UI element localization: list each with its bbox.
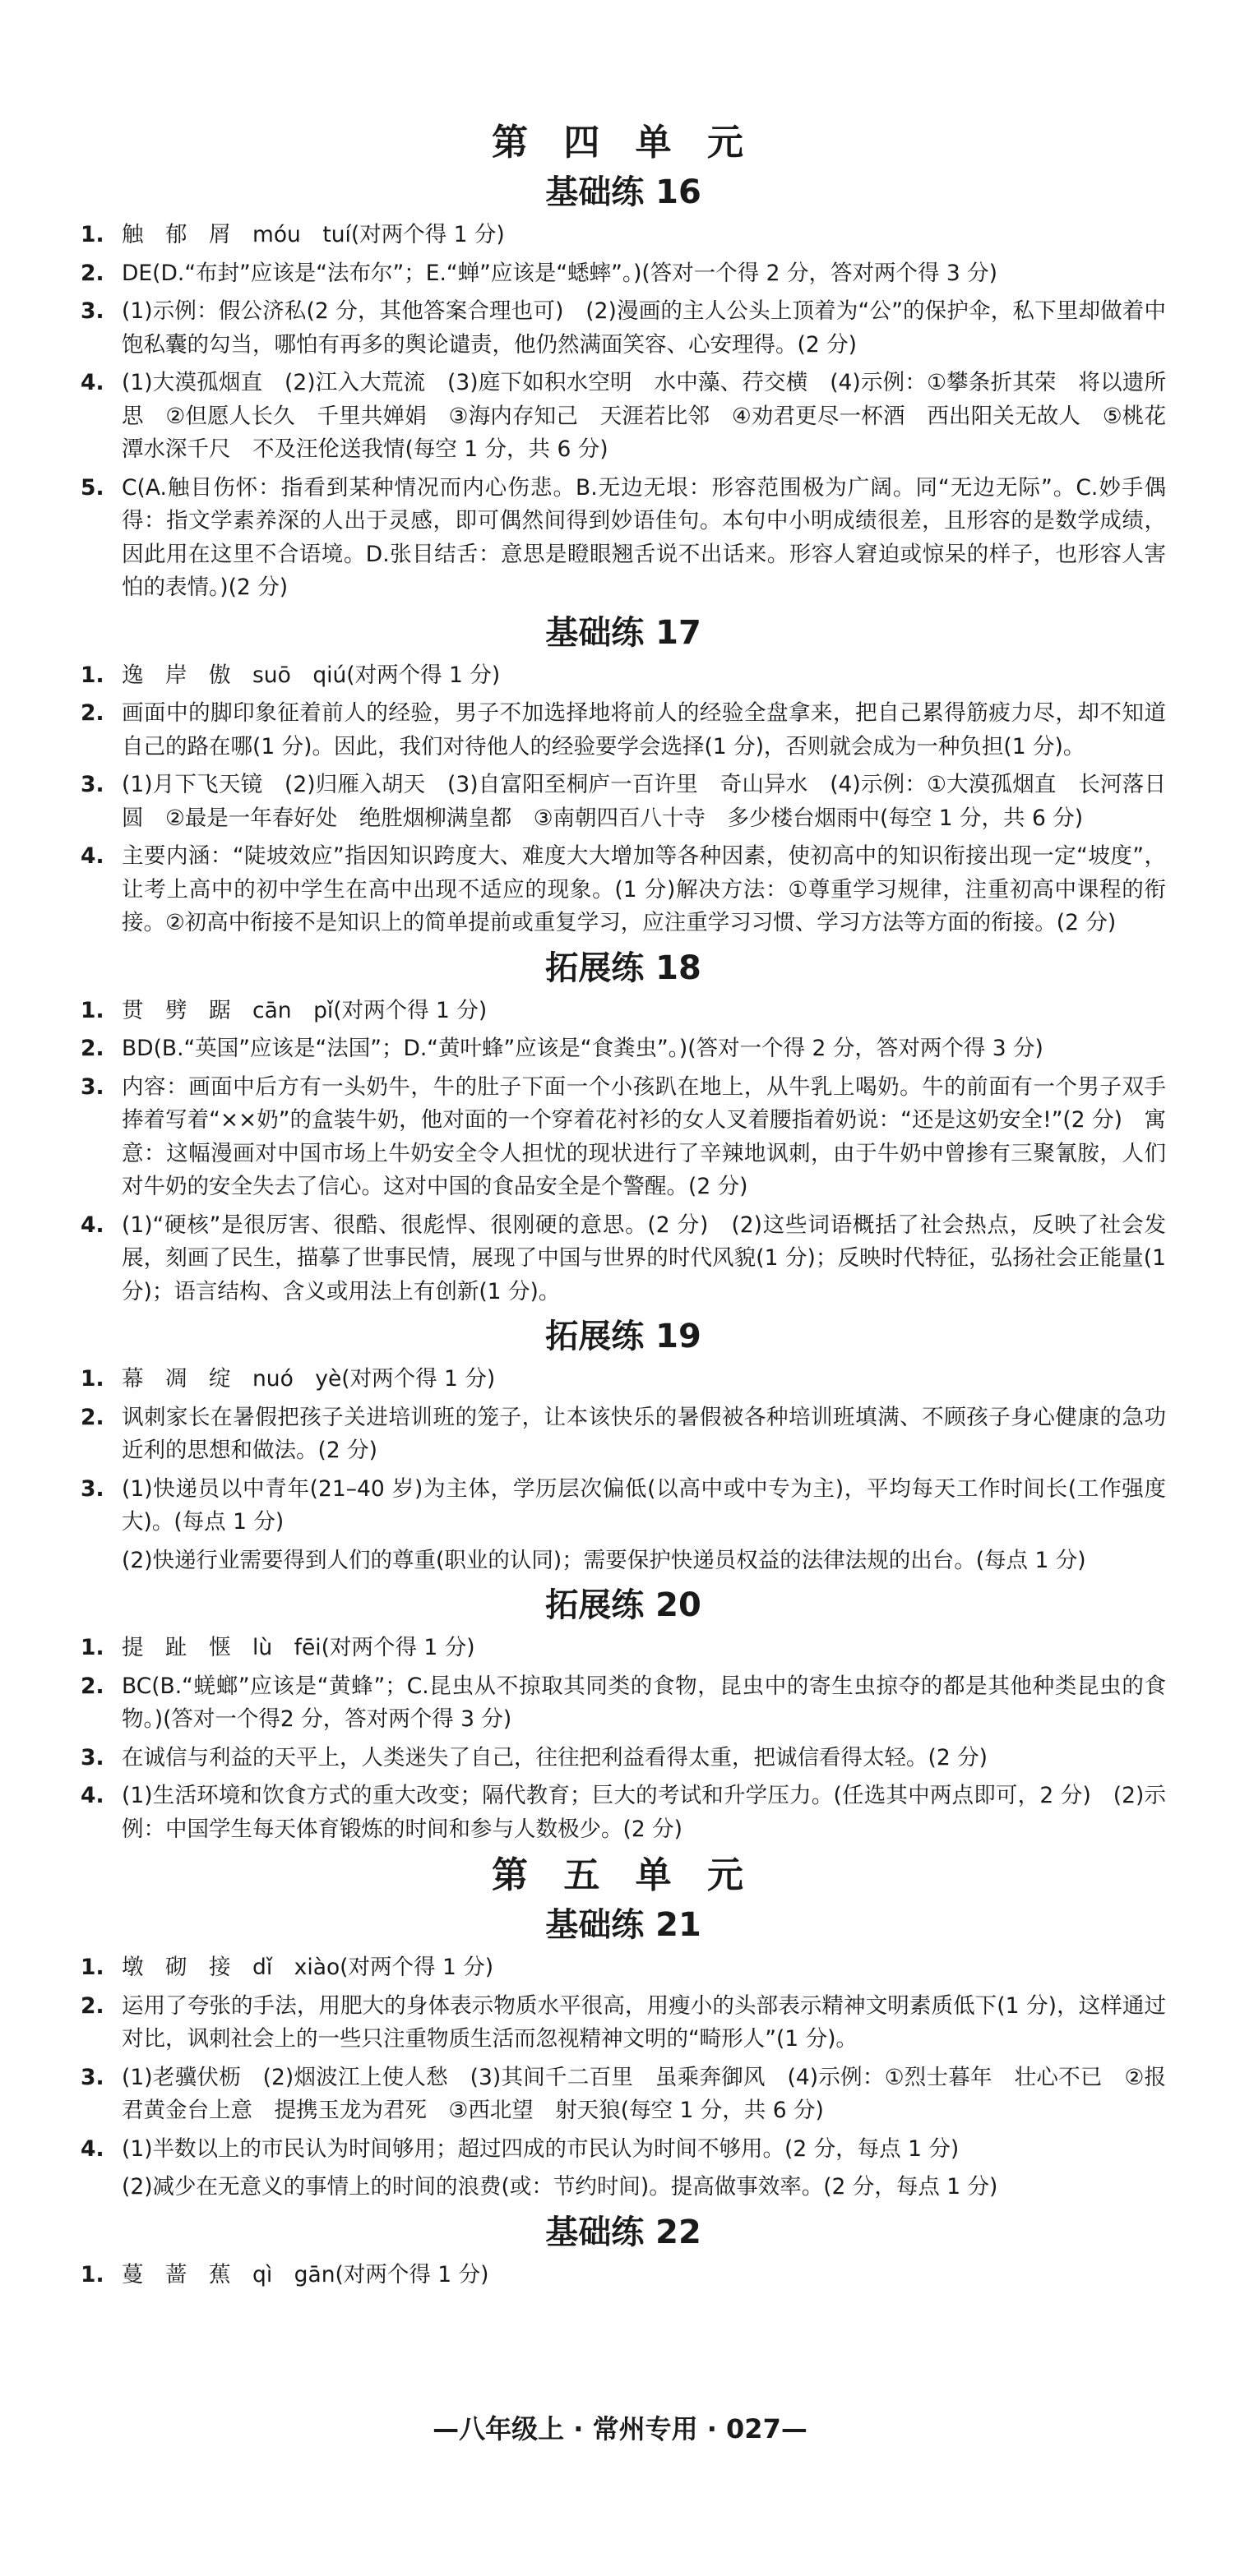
item-number: 1. [81,2261,104,2287]
item-text: (1)老骥伏枥 (2)烟波江上使人愁 (3)其间千二百里 虽乘奔御风 (4)示例：①烈士暮年 壮心不已 ②报君黄金台上意 提携玉龙为君死 ③西北望 射天狼(每空 1 分，共 6 分) [122,2064,1166,2123]
section-title: 基础练 16 [545,173,701,211]
answer-item [81,1632,1166,1665]
item-text: DE(D.“布封”应该是“法布尔”；E.“蝉”应该是“蟋蟀”。)(答对一个得 2 分，答对两个得 3 分) [122,260,997,286]
answer-item [81,1670,1166,1737]
unit-title: 第 四 单 元 [492,122,755,164]
item-number: 4. [81,1783,104,1808]
item-text: 主要内涵：“陡坡效应”指因知识跨度大、难度大大增加等各种因素，使初高中的知识衔接出现一定“坡度”，让考上高中的初中学生在高中出现不适应的现象。(1 分)解决方法：①尊重学习规律，注重初高中课程的衔接。②初高中衔接不是知识上的简单提前或重复学习，应注重学习习惯、学习方法等方面的衔接。(2 分) [122,843,1166,935]
answer-item [81,1071,1166,1204]
section-title: 基础练 21 [545,1906,701,1944]
answer-item [81,1473,1166,1540]
item-number: 2. [81,1992,104,2019]
item-text: 触 郁 屑 móu tuí(对两个得 1 分) [122,222,505,247]
item-number: 5. [81,474,104,501]
item-text: 墩 砌 接 dǐ xiào(对两个得 1 分) [122,1955,494,1980]
item-number: 3. [81,298,104,324]
answer-item [81,1544,1166,1578]
answer-item [81,1032,1166,1066]
answer-item [81,367,1166,467]
item-number: 1. [81,997,104,1023]
answer-item [81,1363,1166,1396]
answer-item [81,1780,1166,1846]
item-text: (1)月下飞天镜 (2)归雁入胡天 (3)自富阳至桐庐一百许里 奇山异水 (4)示例：①大漠孤烟直 长河落日圆 ②最是一年春好处 绝胜烟柳满皇都 ③南朝四百八十寺 多少楼台烟雨中(每空 1 分，共 6 分) [122,772,1166,831]
item-number: 4. [81,370,104,395]
item-number: 1. [81,662,104,688]
item-number: 2. [81,260,104,286]
item-text: (1)示例：假公济私(2 分，其他答案合理也可) (2)漫画的主人公头上顶着为“公”的保护伞，私下里却做着中饱私囊的勾当，哪怕有再多的舆论谴责，他仍然满面笑容、心安理得。(2 分) [122,298,1166,358]
answer-item [81,2259,1166,2292]
item-text: C(A.触目伤怀：指看到某种情况而内心伤悲。B.无边无垠：形容范围极为广阔。同“无边无际”。C.妙手偶得：指文学素养深的人出于灵感，即可偶然间得到妙语佳句。本句中小明成绩很差，且形容的是数学成绩，因此用在这里不合语境。D.张目结舌：意思是瞪眼翘舌说不出话来。形容人窘迫或惊呆的样子，也形容人害怕的表情。)(2 分) [122,474,1166,600]
page-footer: —八年级上 · 常州专用 · 027— [433,2413,807,2444]
item-number: 3. [81,1744,104,1770]
answer-item [81,295,1166,362]
item-text: (1)半数以上的市民认为时间够用；超过四成的市民认为时间不够用。(2 分，每点 1 分) [122,2135,960,2162]
unit-title: 第 五 单 元 [492,1854,755,1896]
item-text: 运用了夸张的手法，用肥大的身体表示物质水平很高，用瘦小的头部表示精神文明素质低下(1 分)，这样通过对比，讽刺社会上的一些只注重物质生活而忽视精神文明的“畸形人”(1 分)。 [122,1992,1166,2052]
item-number: 1. [81,1366,104,1392]
item-text: 提 趾 惬 lù fēi(对两个得 1 分) [122,1635,475,1660]
item-number: 3. [81,2064,104,2090]
answer-item [81,2171,1166,2204]
answer-item [81,472,1166,605]
item-text: (1)大漠孤烟直 (2)江入大荒流 (3)庭下如积水空明 水中藻、荇交横 (4)示例：①攀条折其荣 将以遗所思 ②但愿人长久 千里共婵娟 ③海内存知己 天涯若比邻 ④劝君更尽一杯酒 西出阳关无故人 ⑤桃花潭水深千尺 不及汪伦送我情(每空 1 分，共 6 分) [122,370,1166,462]
answer-item [81,840,1166,940]
answer-item [81,1951,1166,1985]
answer-item [81,2061,1166,2128]
section-title: 拓展练 18 [545,949,701,987]
item-text: 逸 岸 傲 suō qiú(对两个得 1 分) [122,662,501,688]
item-number: 3. [81,1475,104,1502]
item-number: 1. [81,1635,104,1660]
item-text: (2)减少在无意义的事情上的时间的浪费(或：节约时间)。提高做事效率。(2 分，每点 1 分) [122,2174,998,2200]
item-text: 讽刺家长在暑假把孩子关进培训班的笼子，让本该快乐的暑假被各种培训班填满、不顾孩子身心健康的急功近利的思想和做法。(2 分) [122,1404,1166,1463]
item-text: 蔓 蔷 蕉 qì gān(对两个得 1 分) [122,2261,489,2287]
item-number: 2. [81,1673,104,1699]
item-text: (1)快递员以中青年(21–40 岁)为主体，学历层次偏低(以高中或中专为主)，平均每天工作时间长(工作强度大)。(每点 1 分) [122,1475,1166,1535]
answer-item [81,697,1166,764]
item-text: (1)生活环境和饮食方式的重大改变；隔代教育；巨大的考试和升学压力。(任选其中两点即可，2 分) (2)示例：中国学生每天体育锻炼的时间和参与人数极少。(2 分) [122,1783,1166,1842]
item-number: 1. [81,1955,104,1980]
answer-item [81,257,1166,291]
answer-item [81,219,1166,252]
section-title: 拓展练 19 [545,1318,701,1355]
answer-item [81,995,1166,1028]
item-text: BC(B.“蜣螂”应该是“黄蜂”；C.昆虫从不掠取其同类的食物，昆虫中的寄生虫掠夺的都是其他种类昆虫的食物。)(答对一个得2 分，答对两个得 3 分) [122,1673,1166,1732]
answer-item [81,659,1166,693]
answer-item [81,769,1166,835]
item-number: 2. [81,1404,104,1430]
answer-item [81,1990,1166,2057]
item-number: 4. [81,1212,104,1238]
section-title: 基础练 22 [545,2213,701,2251]
item-text: 在诚信与利益的天平上，人类迷失了自己，往往把利益看得太重，把诚信看得太轻。(2 分) [122,1744,988,1770]
answer-content [81,115,1166,2297]
item-number: 4. [81,2135,104,2162]
answer-item [81,1401,1166,1468]
item-text: (2)快递行业需要得到人们的尊重(职业的认同)；需要保护快递员权益的法律法规的出台。(每点 1 分) [122,1547,1086,1573]
item-number: 2. [81,1036,104,1061]
answer-item [81,1742,1166,1775]
item-number: 3. [81,772,104,797]
item-text: BD(B.“英国”应该是“法国”；D.“黄叶蜂”应该是“食粪虫”。)(答对一个得 2 分，答对两个得 3 分) [122,1036,1043,1061]
answer-item [81,2133,1166,2167]
item-number: 2. [81,700,104,726]
item-number: 1. [81,222,104,247]
section-title: 基础练 17 [545,613,701,652]
item-number: 4. [81,843,104,869]
item-text: 幕 凋 绽 nuó yè(对两个得 1 分) [122,1366,496,1392]
item-text: 画面中的脚印象征着前人的经验，男子不加选择地将前人的经验全盘拿来，把自己累得筋疲力尽，却不知道自己的路在哪(1 分)。因此，我们对待他人的经验要学会选择(1 分)，否则就会成为一种负担(1 分)。 [122,700,1166,759]
section-title: 拓展练 20 [545,1586,701,1624]
item-text: 贯 劈 踞 cān pǐ(对两个得 1 分) [122,997,488,1023]
item-text: 内容：画面中后方有一头奶牛，牛的肚子下面一个小孩趴在地上，从牛乳上喝奶。牛的前面有一个男子双手捧着写着“××奶”的盒装牛奶，他对面的一个穿着花衬衫的女人叉着腰指着奶说：“还是这奶安全!”(2 分) 寓意：这幅漫画对中国市场上牛奶安全令人担忧的现状进行了辛辣地讽刺，由于牛奶中曾掺有三聚氰胺，人们对牛奶的安全失去了信心。这对中国的食品安全是个警醒。(2 分) [122,1073,1166,1199]
item-text: (1)“硬核”是很厉害、很酷、很彪悍、很刚硬的意思。(2 分) (2)这些词语概括了社会热点，反映了社会发展，刻画了民生，描摹了世事民情，展现了中国与世界的时代风貌(1 分)；反映时代特征，弘扬社会正能量(1 分)；语言结构、含义或用法上有创新(1 分)。 [122,1212,1166,1304]
answer-item [81,1209,1166,1309]
item-number: 3. [81,1073,104,1100]
